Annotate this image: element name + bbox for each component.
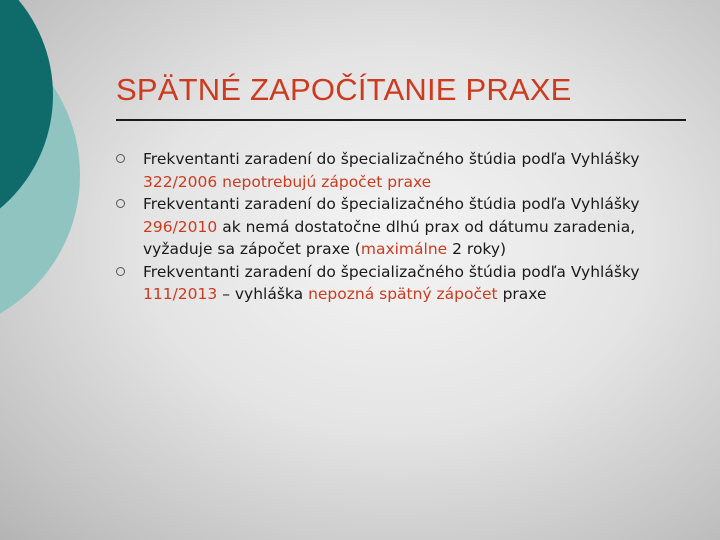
title-divider	[116, 119, 686, 121]
text-segment: Frekventanti zaradení do špecializačného štúdia podľa Vyhlášky	[143, 195, 640, 213]
bullet-circle-icon	[116, 199, 125, 208]
highlighted-text: nepozná spätný zápočet	[308, 285, 498, 303]
slide-title: SPÄTNÉ ZAPOČÍTANIE PRAXE	[116, 72, 572, 107]
bullet-text	[143, 193, 676, 261]
text-segment: Frekventanti zaradení do špecializačného štúdia podľa Vyhlášky	[143, 262, 640, 281]
highlighted-text: 111/2013	[143, 285, 218, 303]
text-segment: – vyhláška	[217, 285, 309, 303]
text-segment: Frekventanti zaradení do špecializačného štúdia podľa Vyhlášky	[143, 150, 640, 168]
bullet-item	[116, 193, 676, 261]
highlighted-text: 322/2006 nepotrebujú zápočet praxe	[143, 172, 432, 191]
bullet-circle-icon	[116, 267, 125, 276]
bullet-text	[143, 261, 676, 306]
bullet-circle-icon	[116, 154, 125, 163]
text-segment: praxe	[497, 285, 547, 303]
text-segment: 2 roky)	[447, 240, 507, 258]
decorative-circles	[0, 0, 130, 330]
bullet-item	[116, 148, 676, 193]
highlighted-text: 296/2010	[143, 217, 218, 236]
bullet-text	[143, 148, 676, 193]
bullet-item	[116, 261, 676, 306]
bullet-list	[116, 148, 676, 306]
text-segment: ak nemá dostatočne dlhú prax od dátumu zaradenia, vyžaduje sa zápočet praxe (	[143, 217, 636, 258]
highlighted-text: maximálne	[360, 240, 448, 258]
